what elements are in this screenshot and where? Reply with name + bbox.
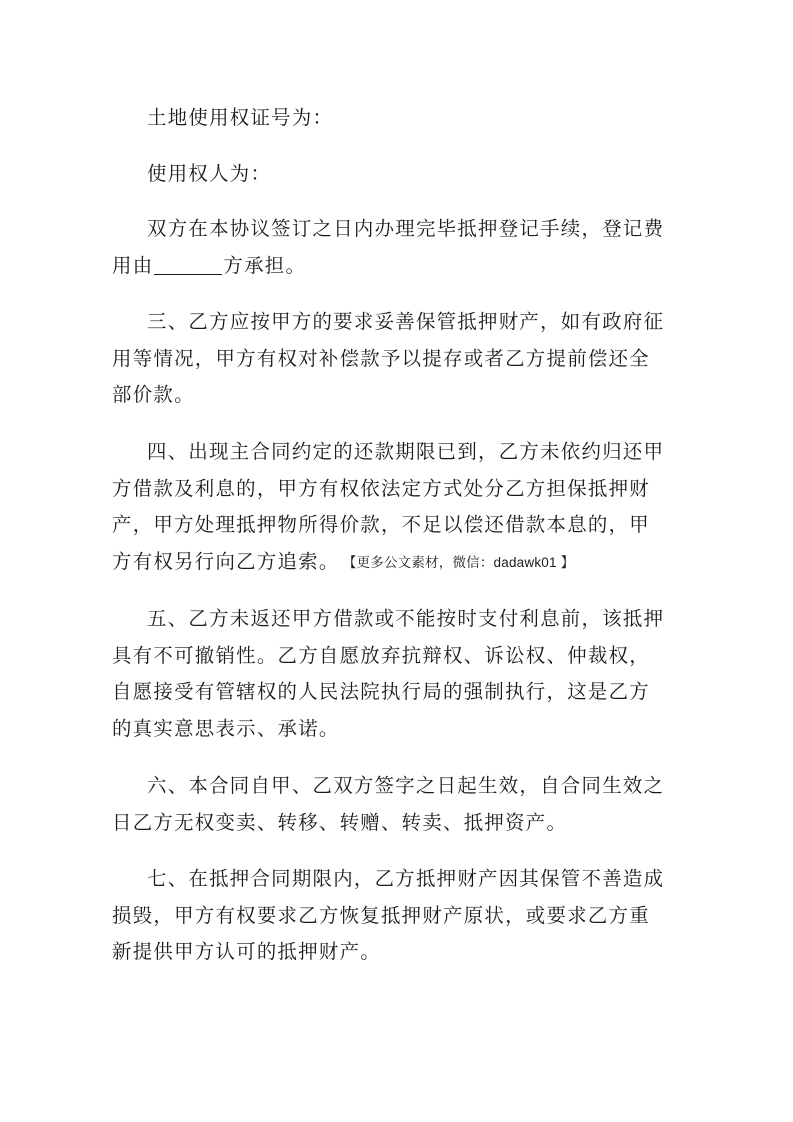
fill-in-blank xyxy=(154,252,222,275)
clause-7-line: 七、在抵押合同期限内，乙方抵押财产因其保管不善造成 xyxy=(147,867,665,890)
clause-5-line: 的真实意思表示、承诺。 xyxy=(112,716,340,740)
clause-6-line: 日乙方无权变卖、转移、转赠、转卖、抵押资产。 xyxy=(112,810,568,834)
holder-paragraph xyxy=(112,156,682,193)
clause-7-line: 损毁，甲方有权要求乙方恢复抵押财产原状，或要求乙方重 xyxy=(112,903,650,927)
registration-line-2-post: 方承担。 xyxy=(223,253,307,277)
clause-4-line: 产，甲方处理抵押物所得价款，不足以偿还借款本息的，甲 xyxy=(112,513,650,536)
cert-number-paragraph xyxy=(112,100,682,137)
promo-note: 【更多公文素材，微信：dadawk01 】 xyxy=(349,554,575,570)
clause-4-paragraph xyxy=(112,434,682,580)
clause-5-line: 五、乙方未返还甲方借款或不能按时支付利息前，该抵押 xyxy=(147,607,665,630)
clause-5-line: 自愿接受有管辖权的人民法院执行局的强制执行，这是乙方 xyxy=(112,680,650,703)
registration-line-2 xyxy=(112,248,682,285)
clause-6-paragraph xyxy=(112,768,682,841)
registration-line-2-pre: 用由 xyxy=(112,253,154,277)
clause-5-line: 具有不可撤销性。乙方自愿放弃抗辩权、诉讼权、仲裁权， xyxy=(112,643,650,667)
holder-line: 使用权人为： xyxy=(147,162,272,185)
clause-4-line: 四、出现主合同约定的还款期限已到，乙方未依约归还甲 xyxy=(147,440,665,463)
clause-7-paragraph xyxy=(112,861,682,971)
clause-6-line: 六、本合同自甲、乙双方签字之日起生效，自合同生效之 xyxy=(147,774,665,797)
clause-3-line: 用等情况，甲方有权对补偿款予以提存或者乙方提前偿还全 xyxy=(112,346,650,370)
clause-3-line: 三、乙方应按甲方的要求妥善保管抵押财产，如有政府征 xyxy=(147,310,665,333)
clause-5-paragraph xyxy=(112,601,682,747)
clause-4-last-text: 方有权另行向乙方追索。 xyxy=(112,549,340,573)
clause-7-line: 新提供甲方认可的抵押财产。 xyxy=(112,940,381,963)
registration-line-1: 双方在本协议签订之日内办理完毕抵押登记手续，登记费 xyxy=(147,217,665,240)
clause-3-line: 部价款。 xyxy=(112,383,195,406)
cert-number-line: 土地使用权证号为： xyxy=(147,106,334,129)
registration-paragraph xyxy=(112,211,682,284)
clause-4-line: 方借款及利息的，甲方有权依法定方式处分乙方担保抵押财 xyxy=(112,476,650,500)
clause-4-last-line xyxy=(112,544,682,581)
clause-3-paragraph xyxy=(112,304,682,414)
